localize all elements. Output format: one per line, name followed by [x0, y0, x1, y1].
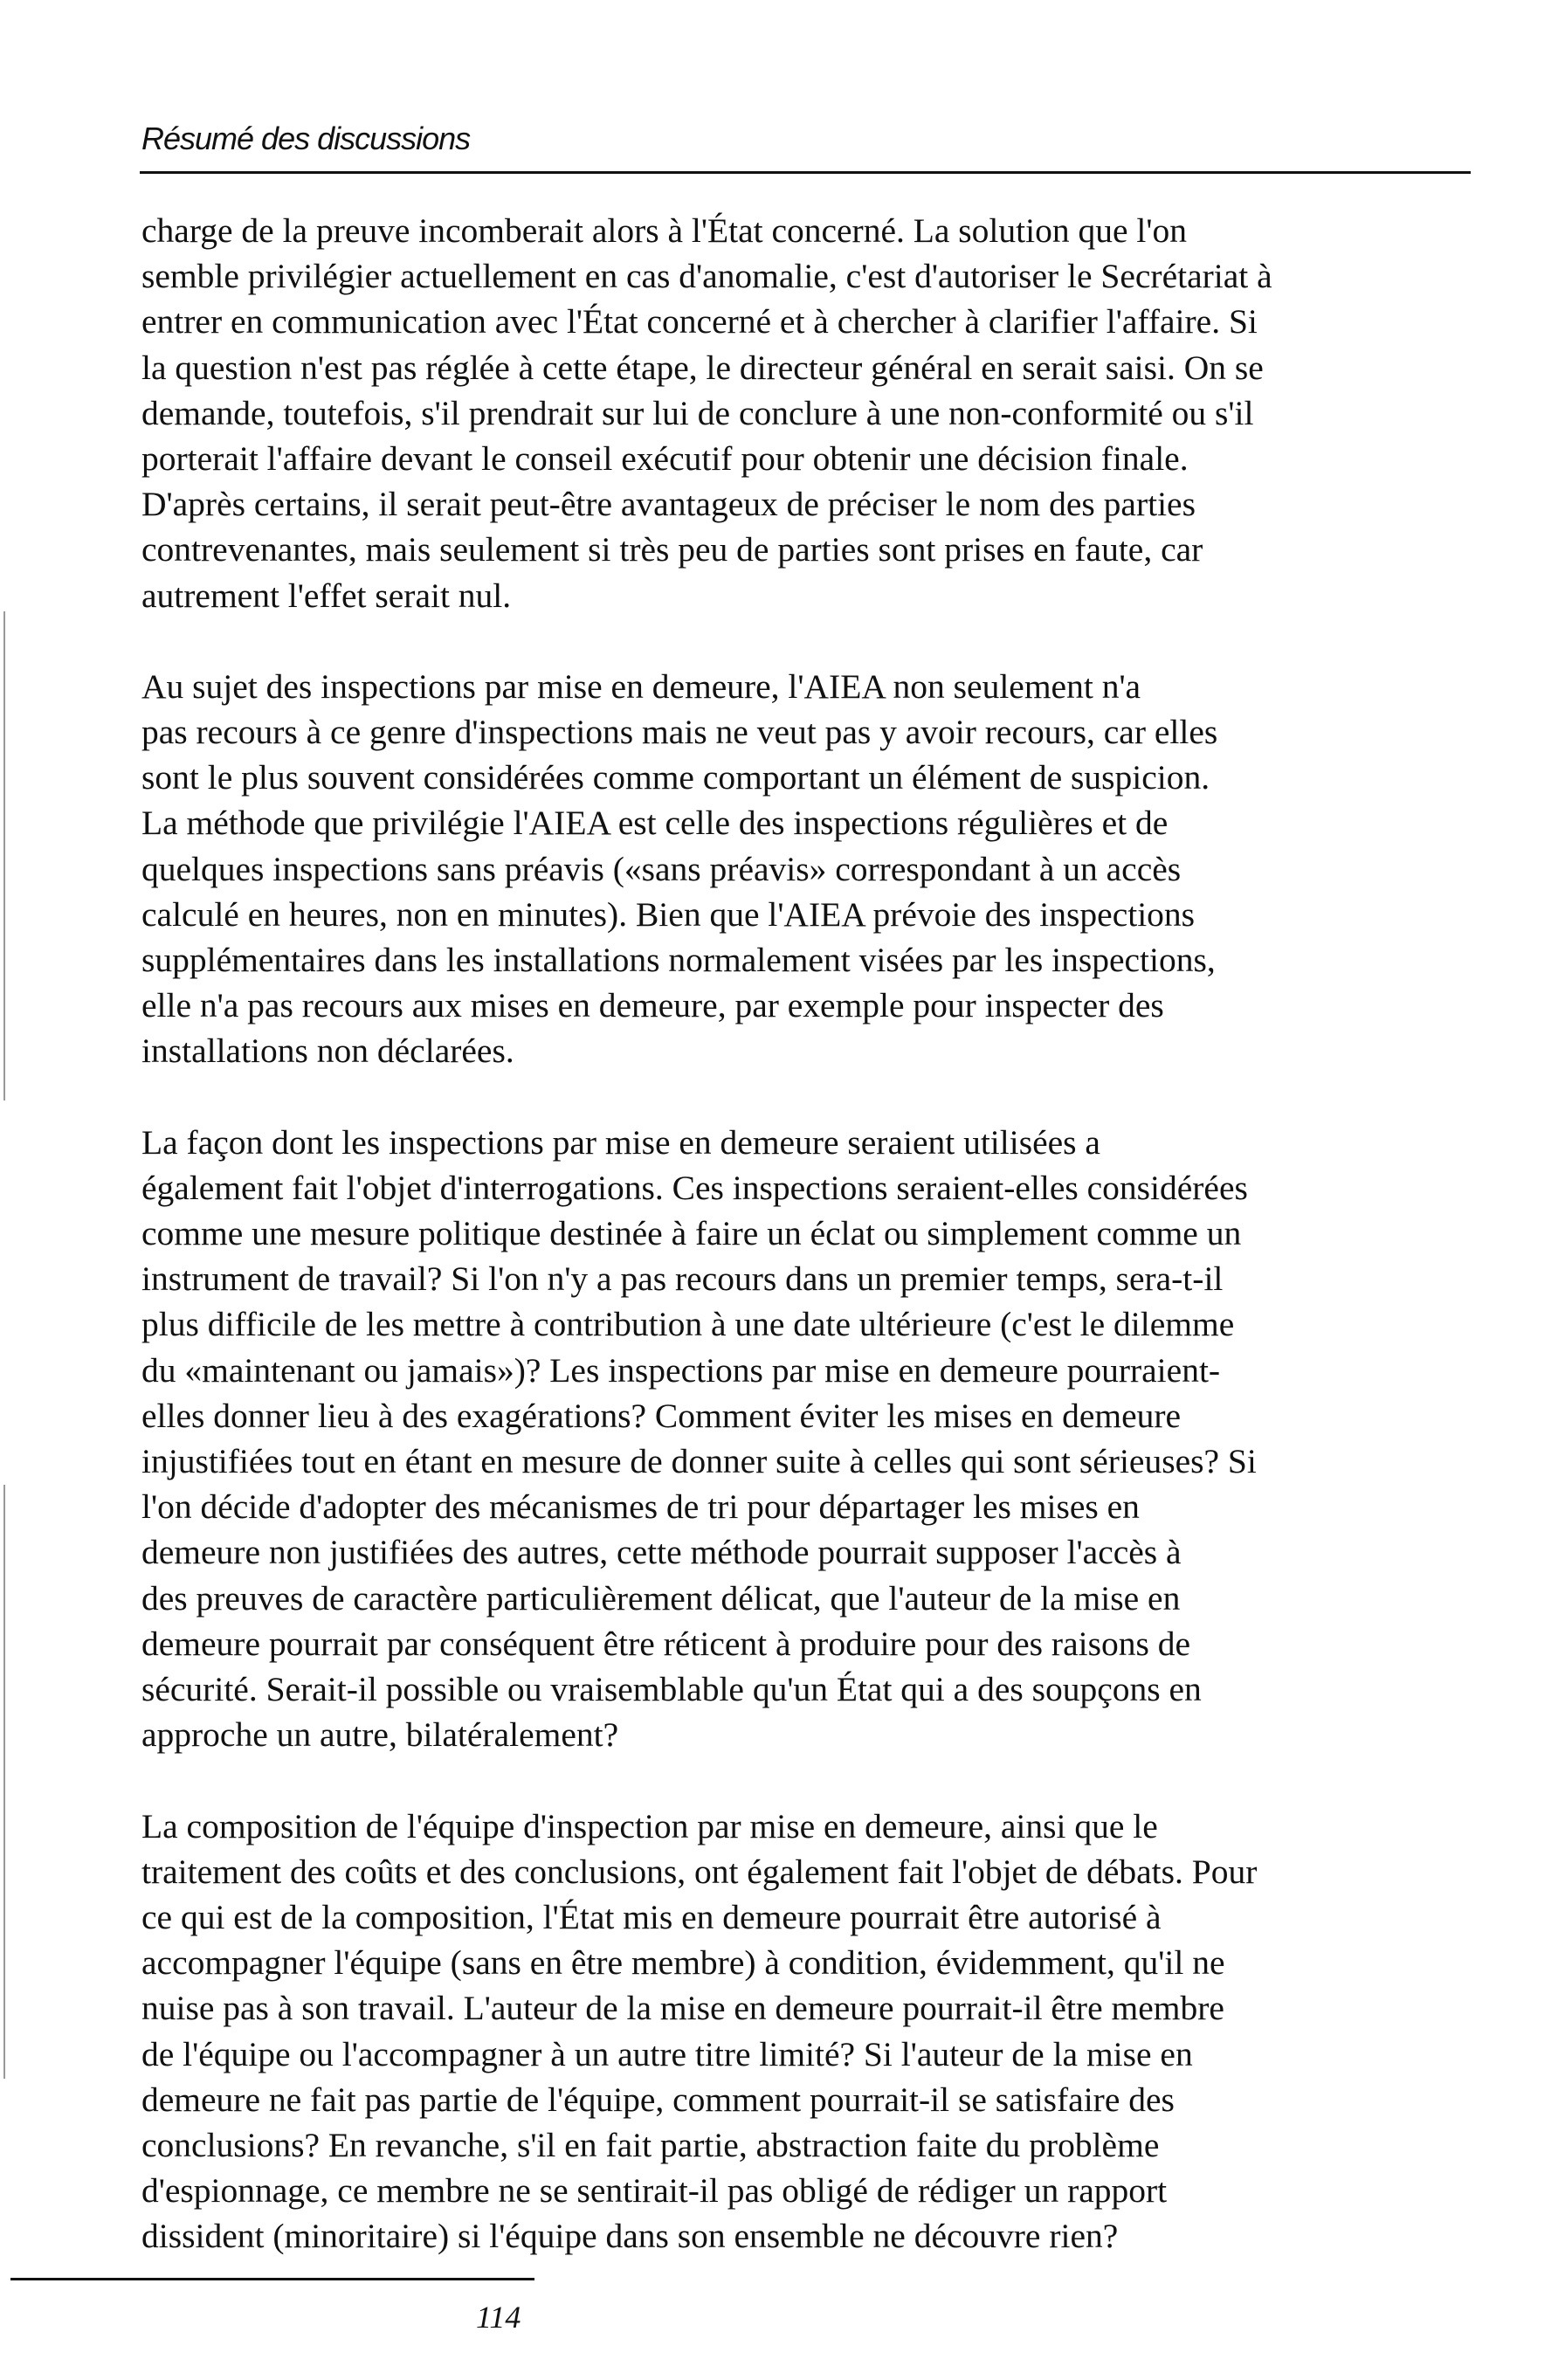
page-number: 114: [476, 2300, 521, 2335]
paragraph-1: charge de la preuve incomberait alors à l'État concerné. La solution que l'on semble privilégier actuellement en cas d'anomalie, c'est d'autoriser le Secrétariat à entrer en communication avec l'État concerné et à chercher à clarifier l'affaire. Si la question n'est pas réglée à cette étape, le directeur général en serait saisi. On se demande, toutefois, s'il prendrait sur lui de conclure à une non-conformité ou s'il porterait l'affaire devant le conseil exécutif pour obtenir une décision finale. D'après certains, il serait peut-être avantageux de préciser le nom des parties contrevenantes, mais seulement si très peu de parties sont prises en faute, car autrement l'effet serait nul.: [141, 211, 1272, 615]
margin-scan-mark: [3, 1485, 5, 2079]
paragraph-3: La façon dont les inspections par mise en demeure seraient utilisées a également fait l'objet d'interrogations. Ces inspections seraient-elles considérées comme une mesure politique destinée à faire un éclat ou simplement comme un instrument de travail? Si l'on n'y a pas recours dans un premier temps, sera-t-il plus difficile de les mettre à contribution à une date ultérieure (c'est le dilemme du «maintenant ou jamais»)? Les inspections par mise en demeure pourraient- elles donner lieu à des exagérations? Comment éviter les mises en demeure injustifiées tout en étant en mesure de donner suite à celles qui sont sérieuses? Si l'on décide d'adopter des mécanismes de tri pour départager les mises en demeure non justifiées des autres, cette méthode pourrait supposer l'accès à des preuves de caractère particulièrement délicat, que l'auteur de la mise en demeure pourrait par conséquent être réticent à produire pour des raisons de sécurité. Serait-il possible ou vraisemblable qu'un État qui a des soupçons en approche un autre, bilatéralement?: [141, 1122, 1257, 1755]
running-header: Résumé des discussions: [141, 121, 471, 156]
paragraph-4: La composition de l'équipe d'inspection par mise en demeure, ainsi que le traitement des coûts et des conclusions, ont également fait l'objet de débats. Pour ce qui est de la composition, l'État mis en demeure pourrait être autorisé à accompagner l'équipe (sans en être membre) à condition, évidemment, qu'il ne nuise pas à son travail. L'auteur de la mise en demeure pourrait-il être membre de l'équipe ou l'accompagner à un autre titre limité? Si l'auteur de la mise en demeure ne fait pas partie de l'équipe, comment pourrait-il se satisfaire des conclusions? En revanche, s'il en fait partie, abstraction faite du problème d'espionnage, ce membre ne se sentirait-il pas obligé de rédiger un rapport dissident (minoritaire) si l'équipe dans son ensemble ne découvre rien?: [141, 1806, 1258, 2256]
header-rule: [140, 171, 1471, 174]
footnote-rule: [10, 2278, 534, 2280]
body-text: [141, 208, 1469, 2259]
margin-scan-mark: [3, 611, 5, 1100]
paragraph-2: Au sujet des inspections par mise en demeure, l'AIEA non seulement n'a pas recours à ce genre d'inspections mais ne veut pas y avoir recours, car elles sont le plus souvent considérées comme comportant un élément de suspicion. La méthode que privilégie l'AIEA est celle des inspections régulières et de quelques inspections sans préavis («sans préavis» correspondant à un accès calculé en heures, non en minutes). Bien que l'AIEA prévoie des inspections supplémentaires dans les installations normalement visées par les inspections, elle n'a pas recours aux mises en demeure, par exemple pour inspecter des installations non déclarées.: [141, 666, 1218, 1071]
